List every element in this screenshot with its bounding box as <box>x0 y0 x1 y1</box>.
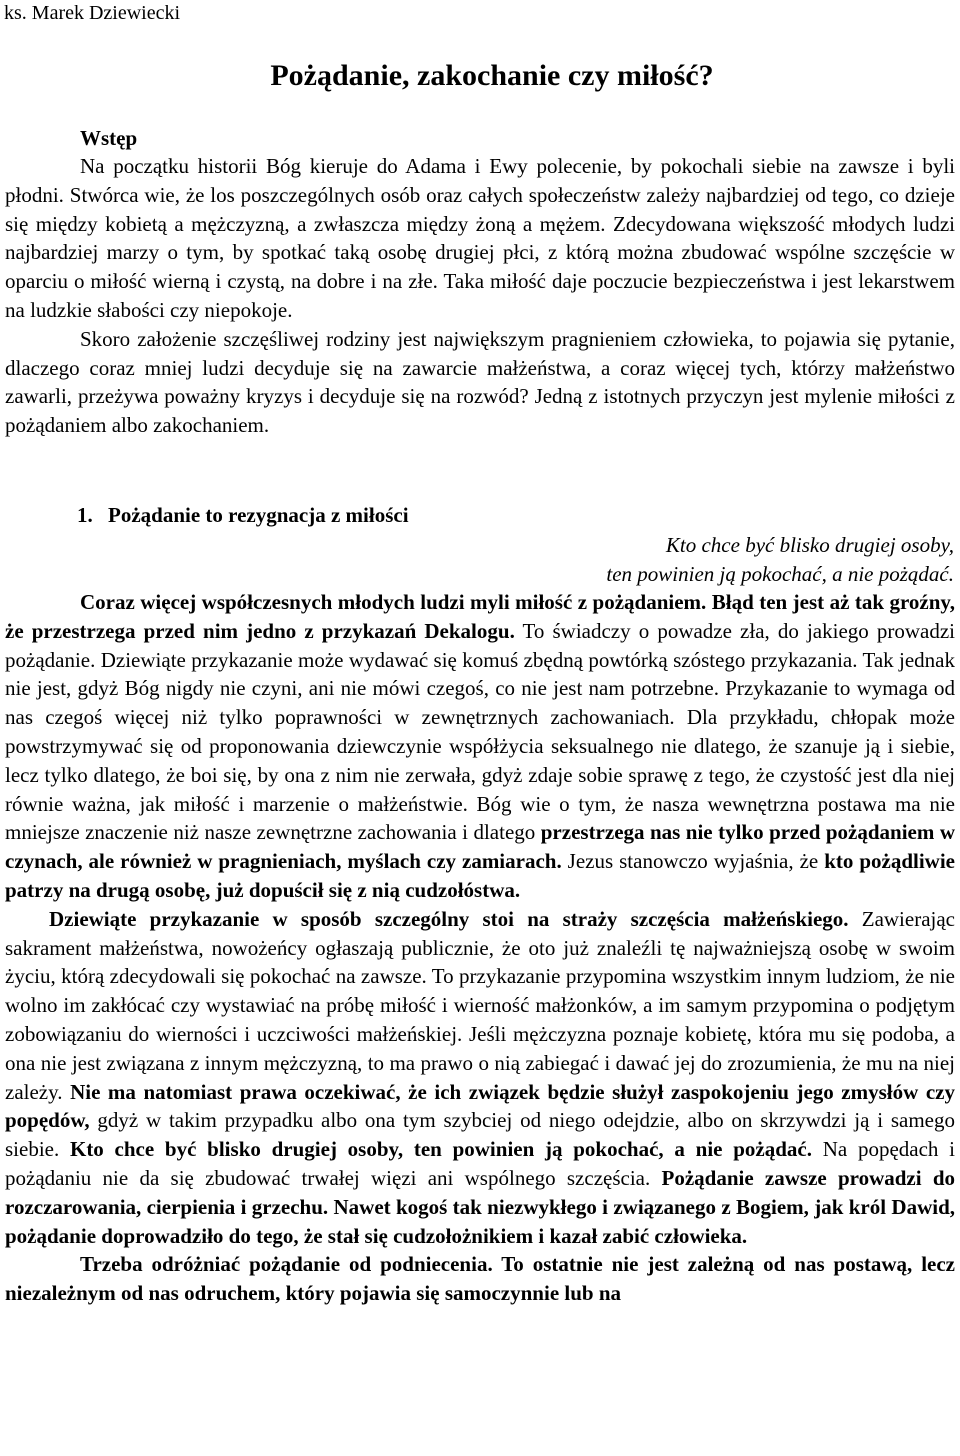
section-paragraph-3 <box>5 1250 955 1308</box>
text-span: Zawierając sakrament małżeństwa, nowożeńcy ogłaszają publicznie, że oto już znaleźli tę najważniejszą osobę w swoim życiu, którą zdecydowali się pokochać na zawsze. To przykazanie przypomina wszystkim innym ludziom, że nie wolno im zakłócać czy wystawiać na próbę miłość i wierność małżonków, a im samym przypomina o podjętym zobowiązaniu do wierności i uczciwości małżeńskiej. Jeśli mężczyzna poznaje kobietę, która mu się podoba, a ona nie jest związana z innym mężczyzną, to ma prawo o nią zabiegać i dawać jej do zrozumienia, że mu na niej zależy. <box>5 906 956 1104</box>
bold-span: przestrzega nas nie tylko przed pożądaniem w czynach, ale również w pragnieniach, myślach czy zamiarach. <box>5 820 955 874</box>
intro-text <box>5 152 955 440</box>
bold-span: Kto chce być blisko drugiej osoby, ten powinien ją pokochać, a nie pożądać. <box>69 1137 812 1162</box>
section-number: 1. <box>77 503 93 527</box>
bold-span: kto pożądliwie patrzy na drugą osobę, już dopuścił się z nią cudzołóstwa. <box>5 849 955 902</box>
bold-span: Trzeba odróżniać pożądanie od podniecenia. To ostatnie nie jest zależną od nas postawą, lecz niezależnym od nas odruchem, który pojawia się samoczynnie lub na <box>5 1252 955 1306</box>
section-paragraph-1 <box>5 588 955 905</box>
intro-heading: Wstęp <box>80 126 138 150</box>
section-paragraph-2 <box>5 905 955 1251</box>
bold-span: Dziewiąte przykazanie w sposób szczególny stoi na straży szczęścia małżeńskiego. <box>49 906 849 931</box>
section-1-heading <box>77 501 409 529</box>
text-span: gdyż w takim przypadku albo ona tym szybciej od niego odejdzie, albo on skrzywdzi ją i samego siebie. <box>5 1108 955 1162</box>
bold-span: Pożądanie zawsze prowadzi do rozczarowania, cierpienia i grzechu. Nawet kogoś tak niezwykłego i związanego z Bogiem, jak król Dawid, pożądanie doprowadziło do tego, że stał się cudzołożnikiem i kazał zabić człowieka. <box>5 1165 956 1248</box>
section-title: Pożądanie to rezygnacja z miłości <box>108 503 409 527</box>
quote-line-2: ten powinien ją pokochać, a nie pożądać. <box>606 561 954 586</box>
page-title: Pożądanie, zakochanie czy miłość? <box>270 59 714 92</box>
epigraph-quote <box>606 531 954 589</box>
intro-paragraph-1: Na początku historii Bóg kieruje do Adama i Ewy polecenie, by pokochali siebie na zawsze i byli płodni. Stwórca wie, że los poszczególnych osób oraz całych społeczeństw zależy najbardziej od tego, co dzieje się między kobietą a mężczyzną, a zwłaszcza między żoną a mężem. Zdecydowana większość młodych ludzi najbardziej marzy o tym, by spotkać taką osobę drugiej płci, z którą można zbudować wspólne szczęście w oparciu o miłość wierną i czystą, na dobre i na złe. Taka miłość daje poczucie bezpieczeństwa i jest lekarstwem na ludzkie słabości czy niepokoje. <box>5 154 955 322</box>
text-span: Jezus stanowczo wyjaśnia, że <box>561 849 825 874</box>
section-1-text <box>5 588 955 1308</box>
bold-span: Coraz więcej współczesnych młodych ludzi myli miłość z pożądaniem. Błąd ten jest aż tak groźny, że przestrzega przed nim jedno z przykazań Dekalogu. <box>5 590 955 643</box>
text-span: Na popędach i pożądaniu nie da się zbudować trwałej więzi ani wspólnego szczęścia. <box>5 1137 956 1190</box>
author-line: ks. Marek Dziewiecki <box>4 2 181 24</box>
bold-span: Nie ma natomiast prawa oczekiwać, że ich związek będzie służył zaspokojeniu jego zmysłów czy popędów, <box>5 1079 955 1133</box>
intro-paragraph-2: Skoro założenie szczęśliwej rodziny jest największym pragnieniem człowieka, to pojawia się pytanie, dlaczego coraz mniej ludzi decyduje się na zawarcie małżeństwa, a coraz więcej tych, którzy małżeństwo zawarli, przeżywa poważny kryzys i decyduje się na rozwód? Jedną z istotnych przyczyn jest mylenie miłości z pożądaniem albo zakochaniem. <box>5 326 955 438</box>
quote-line-1: Kto chce być blisko drugiej osoby, <box>665 533 954 557</box>
text-span: To świadczy o powadze zła, do jakiego prowadzi pożądanie. Dziewiąte przykazanie może wydawać się komuś zbędną powtórką szóstego przykazania. Tak jednak nie jest, gdyż Bóg nigdy nie czyni, ani nie mówi czegoś, co nie jest nam potrzebne. Przykazanie to wymaga od nas czegoś więcej niż tylko poprawności w zewnętrznych zachowaniach. Dla przykładu, chłopak może powstrzymywać się od proponowania dziewczynie współżycia seksualnego nie dlatego, że szanuje ją i siebie, lecz tylko dlatego, że boi się, by ona z nim nie zerwała, gdyż zdaje sobie sprawę z tego, że czystość jest dla niej równie ważna, jak miłość i marzenie o małżeństwie. Bóg wie o tym, że nasza wewnętrzna postawa ma nie mniejsze znaczenie niż nasze zewnętrzne zachowania i dlatego <box>5 618 955 845</box>
